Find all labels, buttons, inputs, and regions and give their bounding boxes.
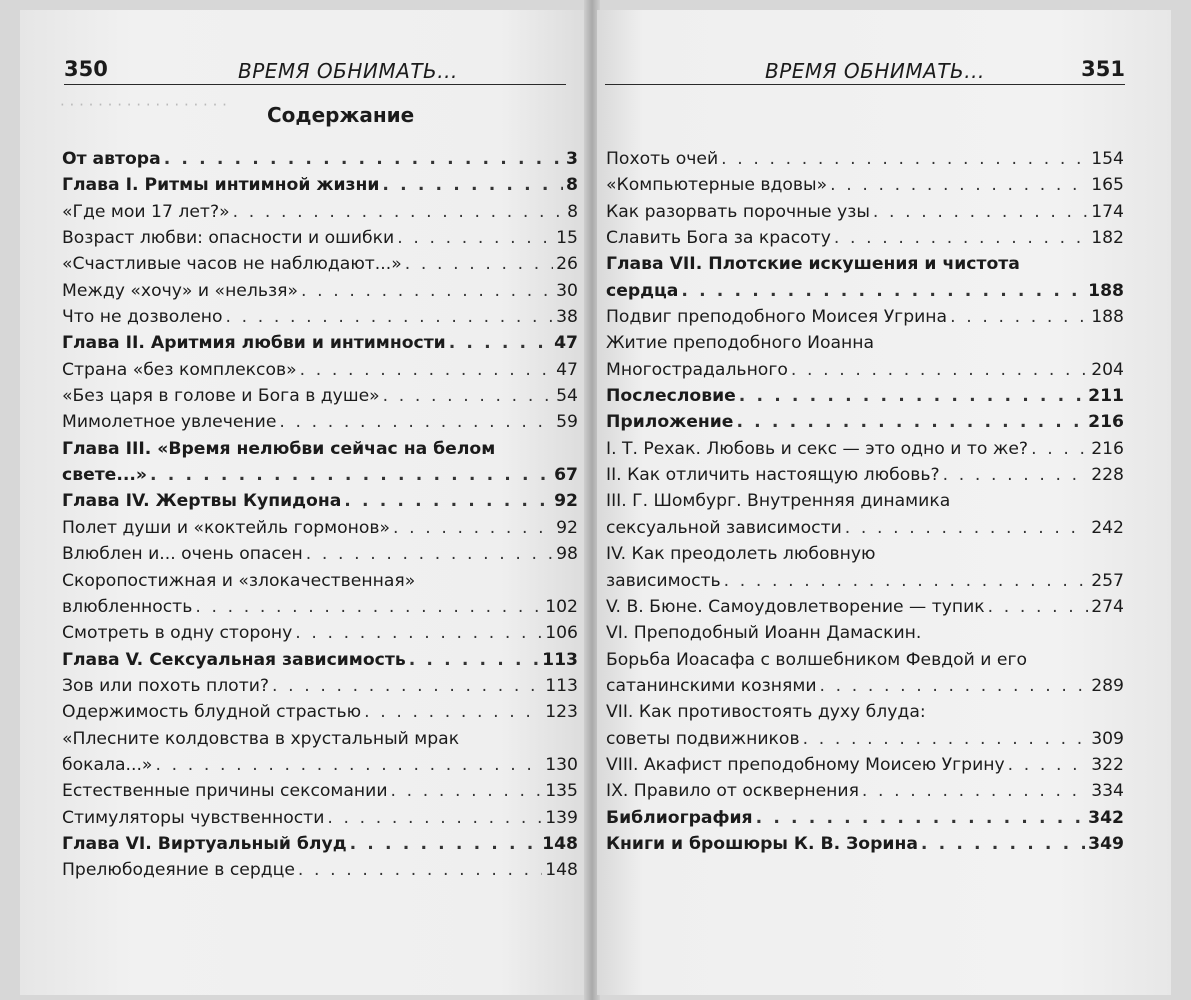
dot-leader xyxy=(791,357,1088,383)
toc-entry-title: Естественные причины сексомании xyxy=(62,781,388,802)
toc-entry xyxy=(62,699,578,725)
toc-entry-page: 123 xyxy=(545,702,578,723)
left-page-header xyxy=(64,50,566,85)
dot-leader xyxy=(405,251,553,277)
toc-entry-page: 182 xyxy=(1091,228,1124,249)
toc-entry xyxy=(606,383,1124,409)
toc-entry xyxy=(606,304,1124,330)
toc-entry-page: 98 xyxy=(556,544,578,565)
dot-leader xyxy=(195,594,542,620)
toc-entry-title: Житие преподобного Иоанна xyxy=(606,333,875,354)
dot-leader xyxy=(272,673,542,699)
dot-leader xyxy=(921,831,1085,857)
toc-entry-title: Глава I. Ритмы интимной жизни xyxy=(62,175,380,196)
toc-entry xyxy=(62,357,578,383)
dot-leader xyxy=(155,752,542,778)
toc-entry-title: Между «хочу» и «нельзя» xyxy=(62,280,298,301)
toc-entry xyxy=(606,699,1124,725)
dot-leader xyxy=(382,172,563,198)
toc-entry-page: 92 xyxy=(554,491,578,512)
dot-leader xyxy=(300,357,553,383)
toc-entry-page: 8 xyxy=(567,201,578,222)
toc-entry-page: 148 xyxy=(542,833,578,854)
toc-entry-page: 54 xyxy=(556,386,578,407)
toc-entry-page: 113 xyxy=(545,675,578,696)
toc-entry-page: 139 xyxy=(545,807,578,828)
dot-leader xyxy=(736,409,1085,435)
right-page xyxy=(597,10,1171,995)
toc-entry xyxy=(606,462,1124,488)
toc-entry xyxy=(606,620,1124,646)
toc-entry-page: 130 xyxy=(545,754,578,775)
toc-entry xyxy=(606,541,1124,567)
toc-entry-title: Глава VI. Виртуальный блуд xyxy=(62,833,347,854)
dot-leader xyxy=(449,330,551,356)
toc-entry-title: Глава III. «Время нелюбви сейчас на белом xyxy=(62,438,496,459)
toc-entry-page: 154 xyxy=(1091,149,1124,169)
dot-leader xyxy=(820,673,1089,699)
toc-entry xyxy=(606,225,1124,251)
toc-entry-title: «Счастливые часов не наблюдают...» xyxy=(62,254,402,275)
toc-entry xyxy=(62,568,578,594)
toc-entry xyxy=(62,831,578,857)
dot-leader xyxy=(327,805,542,831)
dot-leader xyxy=(350,831,540,857)
toc-entry xyxy=(606,251,1124,277)
dot-leader xyxy=(862,778,1088,804)
dot-leader xyxy=(397,225,553,251)
toc-entry xyxy=(62,726,578,752)
toc-entry-title: Прелюбодеяние в сердце xyxy=(62,860,295,881)
toc-entry xyxy=(62,541,578,567)
toc-entry-title: сердца xyxy=(606,280,679,301)
toc-entry-page: 106 xyxy=(545,623,578,644)
toc-entry-title: Глава V. Сексуальная зависимость xyxy=(62,649,406,670)
toc-entry-title: II. Как отличить настоящую любовь? xyxy=(606,465,940,486)
toc-entry xyxy=(606,673,1124,699)
dot-leader xyxy=(233,199,564,225)
dot-leader xyxy=(301,278,553,304)
toc-entry-title: Похоть очей xyxy=(606,149,719,169)
toc-entry xyxy=(62,647,578,673)
toc-entry xyxy=(62,383,578,409)
toc-entry xyxy=(606,172,1124,198)
toc-entry-title: Глава IV. Жертвы Купидона xyxy=(62,491,342,512)
toc-entry xyxy=(62,857,578,883)
left-page-number: 350 xyxy=(64,57,108,81)
left-running-title: ВРЕМЯ ОБНИМАТЬ... xyxy=(238,59,458,83)
toc-entry xyxy=(62,805,578,831)
toc-entry-title: Многострадального xyxy=(606,359,788,380)
toc-entry-page: 8 xyxy=(566,175,578,196)
toc-entry-page: 242 xyxy=(1091,517,1124,538)
toc-entry-page: 257 xyxy=(1091,570,1124,591)
toc-entry-page: 211 xyxy=(1088,386,1124,407)
toc-entry xyxy=(62,409,578,435)
toc-entry-title: Скоропостижная и «злокачественная» xyxy=(62,570,416,591)
toc-entry-page: 15 xyxy=(556,228,578,249)
toc-entry-title: IX. Правило от осквернения xyxy=(606,781,859,802)
dot-leader xyxy=(164,146,563,172)
toc-entry-page: 216 xyxy=(1088,412,1124,433)
toc-entry-title: Послесловие xyxy=(606,386,736,407)
toc-entry-title: Борьба Иоасафа с волшебником Февдой и его xyxy=(606,649,1027,670)
toc-entry-page: 349 xyxy=(1088,833,1124,854)
toc-entry-page: 3 xyxy=(566,149,578,169)
toc-entry xyxy=(606,436,1124,462)
toc-entry-title: Возраст любви: опасности и ошибки xyxy=(62,228,395,249)
dot-leader xyxy=(393,515,553,541)
toc-entry-page: 274 xyxy=(1091,596,1124,617)
toc-entry-page: 47 xyxy=(556,359,578,380)
toc-entry-title: От автора xyxy=(62,149,161,169)
toc-entry xyxy=(606,831,1124,857)
bleed-through-text: · · · · · · · · · · · · · · · · · · xyxy=(60,96,227,114)
toc-entry-page: 204 xyxy=(1091,359,1124,380)
dot-leader xyxy=(1008,752,1089,778)
toc-entry xyxy=(606,488,1124,514)
toc-entry-title: «Компьютерные вдовы» xyxy=(606,175,828,196)
toc-entry-page: 309 xyxy=(1091,728,1124,749)
toc-entry xyxy=(62,251,578,277)
toc-entry-page: 174 xyxy=(1091,201,1124,222)
dot-leader xyxy=(364,699,542,725)
toc-entry xyxy=(606,778,1124,804)
toc-entry xyxy=(62,172,578,198)
toc-entry-page: 188 xyxy=(1088,280,1124,301)
toc-entry xyxy=(62,462,578,488)
toc-entry-title: Стимуляторы чувственности xyxy=(62,807,325,828)
toc-entry-title: сексуальной зависимости xyxy=(606,517,842,538)
toc-entry xyxy=(606,726,1124,752)
toc-entry-page: 102 xyxy=(545,596,578,617)
toc-entry-title: Что не дозволено xyxy=(62,307,223,328)
toc-entry-title: Славить Бога за красоту xyxy=(606,228,831,249)
dot-leader xyxy=(295,620,542,646)
toc-entry xyxy=(62,620,578,646)
toc-entry-page: 148 xyxy=(545,860,578,881)
dot-leader xyxy=(681,278,1085,304)
dot-leader xyxy=(988,594,1089,620)
toc-entry-page: 30 xyxy=(556,280,578,301)
dot-leader xyxy=(803,726,1089,752)
toc-entry-page: 113 xyxy=(542,649,578,670)
dot-leader xyxy=(391,778,543,804)
toc-entry-title: IV. Как преодолеть любовную xyxy=(606,544,876,565)
toc-entry xyxy=(606,515,1124,541)
toc-entry-title: Смотреть в одну сторону xyxy=(62,623,293,644)
toc-entry-title: влюбленность xyxy=(62,596,193,617)
right-page-header xyxy=(605,50,1125,85)
toc-entry-title: Подвиг преподобного Моисея Угрина xyxy=(606,307,948,328)
toc-entry-title: VIII. Акафист преподобному Моисею Угрину xyxy=(606,754,1005,775)
toc-left-column xyxy=(62,146,578,884)
toc-entry xyxy=(606,568,1124,594)
toc-entry-page: 59 xyxy=(556,412,578,433)
dot-leader xyxy=(344,488,551,514)
toc-entry-page: 47 xyxy=(554,333,578,354)
toc-entry-title: Одержимость блудной страстью xyxy=(62,702,362,723)
toc-entry xyxy=(62,488,578,514)
toc-entry-page: 165 xyxy=(1091,175,1124,196)
toc-entry xyxy=(606,647,1124,673)
dot-leader xyxy=(409,647,539,673)
toc-entry xyxy=(62,146,578,172)
toc-entry-page: 322 xyxy=(1091,754,1124,775)
toc-entry-page: 67 xyxy=(554,465,578,486)
toc-entry-title: Приложение xyxy=(606,412,734,433)
toc-entry-title: сатанинскими кознями xyxy=(606,675,817,696)
toc-entry xyxy=(62,594,578,620)
toc-entry xyxy=(62,225,578,251)
toc-entry xyxy=(606,805,1124,831)
toc-entry xyxy=(606,146,1124,172)
toc-entry-title: «Где мои 17 лет?» xyxy=(62,201,230,222)
toc-entry xyxy=(62,515,578,541)
dot-leader xyxy=(756,805,1086,831)
toc-entry xyxy=(606,409,1124,435)
toc-entry-page: 342 xyxy=(1088,807,1124,828)
toc-entry xyxy=(62,304,578,330)
dot-leader xyxy=(383,383,553,409)
dot-leader xyxy=(306,541,553,567)
toc-entry-page: 38 xyxy=(556,307,578,328)
toc-entry-title: Книги и брошюры К. В. Зорина xyxy=(606,833,918,854)
dot-leader xyxy=(298,857,542,883)
toc-entry-page: 334 xyxy=(1091,781,1124,802)
dot-leader xyxy=(950,304,1088,330)
toc-entry xyxy=(606,357,1124,383)
toc-entry-title: I. Т. Рехак. Любовь и секс — это одно и то же? xyxy=(606,438,1029,459)
toc-entry xyxy=(62,436,578,462)
dot-leader xyxy=(845,515,1088,541)
toc-entry-page: 26 xyxy=(556,254,578,275)
toc-entry-title: Глава VII. Плотские искушения и чистота xyxy=(606,254,1020,275)
toc-entry-page: 216 xyxy=(1091,438,1124,459)
toc-entry xyxy=(606,752,1124,778)
toc-entry-title: V. В. Бюне. Самоудовлетворение — тупик xyxy=(606,596,985,617)
dot-leader xyxy=(1031,436,1088,462)
dot-leader xyxy=(943,462,1089,488)
toc-entry-title: Зов или похоть плоти? xyxy=(62,675,270,696)
toc-right-column xyxy=(606,146,1124,857)
dot-leader xyxy=(834,225,1088,251)
toc-entry-title: бокала...» xyxy=(62,754,153,775)
dot-leader xyxy=(873,199,1088,225)
toc-entry xyxy=(62,778,578,804)
toc-entry-page: 289 xyxy=(1091,675,1124,696)
toc-entry-title: «Без царя в голове и Бога в душе» xyxy=(62,386,380,407)
toc-entry-title: Как разорвать порочные узы xyxy=(606,201,870,222)
dot-leader xyxy=(739,383,1085,409)
toc-entry-title: Мимолетное увлечение xyxy=(62,412,277,433)
dot-leader xyxy=(724,568,1089,594)
dot-leader xyxy=(830,172,1088,198)
toc-entry xyxy=(62,199,578,225)
toc-entry-title: советы подвижников xyxy=(606,728,800,749)
left-page xyxy=(20,10,586,995)
toc-entry-title: Влюблен и... очень опасен xyxy=(62,544,303,565)
toc-entry-title: Библиография xyxy=(606,807,753,828)
toc-entry-page: 92 xyxy=(556,517,578,538)
toc-entry-page: 228 xyxy=(1091,465,1124,486)
toc-entry-title: Страна «без комплексов» xyxy=(62,359,297,380)
toc-entry-title: «Плесните колдовства в хрустальный мрак xyxy=(62,728,460,749)
toc-entry xyxy=(62,330,578,356)
toc-entry-title: Полет души и «коктейль гормонов» xyxy=(62,517,390,538)
toc-entry-title: III. Г. Шомбург. Внутренняя динамика xyxy=(606,491,951,512)
dot-leader xyxy=(721,146,1088,172)
toc-entry-title: VII. Как противостоять духу блуда: xyxy=(606,702,926,723)
toc-entry-title: свете...» xyxy=(62,465,148,486)
toc-entry-title: зависимость xyxy=(606,570,721,591)
toc-entry xyxy=(62,673,578,699)
toc-entry xyxy=(62,278,578,304)
dot-leader xyxy=(150,462,551,488)
contents-title: Содержание xyxy=(267,103,415,127)
toc-entry-page: 188 xyxy=(1091,307,1124,328)
toc-entry-title: Глава II. Аритмия любви и интимности xyxy=(62,333,446,354)
dot-leader xyxy=(279,409,553,435)
toc-entry xyxy=(606,278,1124,304)
right-running-title: ВРЕМЯ ОБНИМАТЬ... xyxy=(765,59,985,83)
toc-entry xyxy=(606,199,1124,225)
toc-entry xyxy=(606,594,1124,620)
toc-entry-page: 135 xyxy=(545,781,578,802)
toc-entry xyxy=(606,330,1124,356)
right-page-number: 351 xyxy=(1081,57,1125,81)
toc-entry-title: VI. Преподобный Иоанн Дамаскин. xyxy=(606,623,922,644)
toc-entry xyxy=(62,752,578,778)
dot-leader xyxy=(226,304,554,330)
